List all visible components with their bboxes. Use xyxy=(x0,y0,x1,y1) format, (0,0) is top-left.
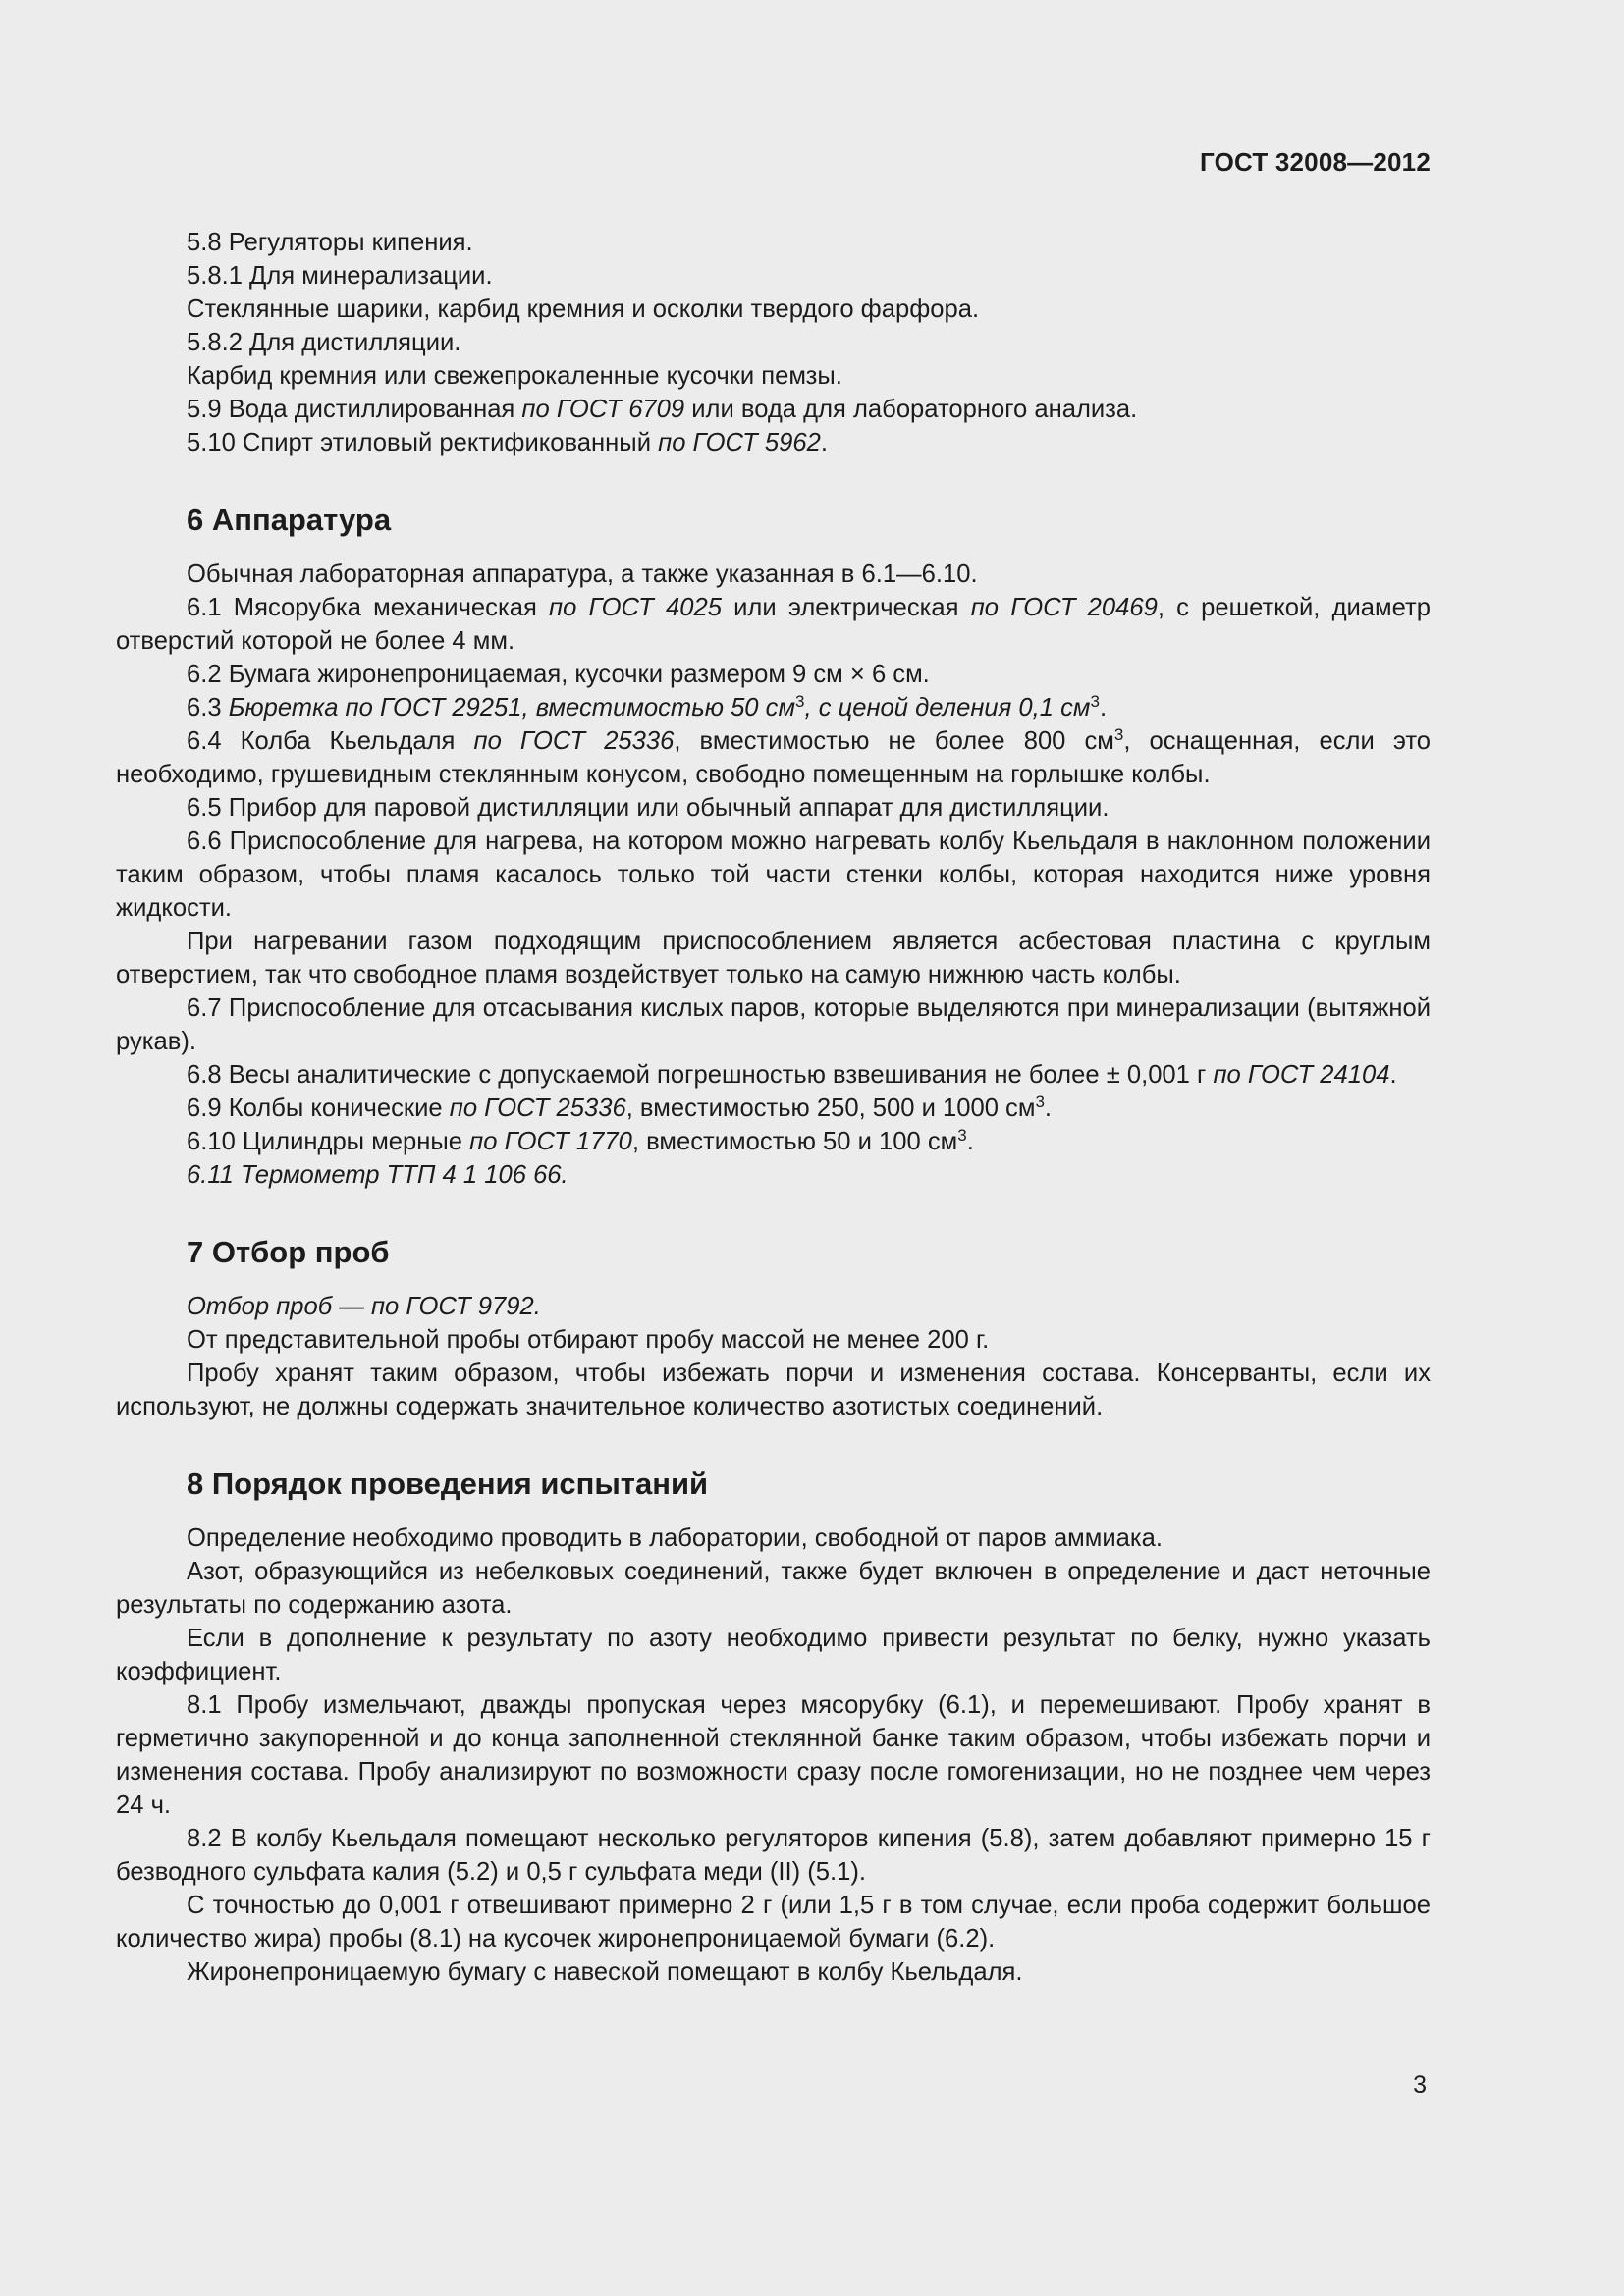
paragraph-5-8-1: 5.8.1 Для минерализации. xyxy=(187,262,493,290)
section-8-heading: 8 Порядок проведения испытаний xyxy=(187,1467,709,1501)
paragraph-5-8-2: 5.8.2 Для дистилляции. xyxy=(187,329,461,356)
paragraph-7-1: Отбор проб — по ГОСТ 9792. xyxy=(187,1293,541,1320)
paragraph-6-6: 6.6 Приспособление для нагрева, на котором можно нагревать колбу Кьельдаля в наклонном положении таким образом, чтобы пламя касалось только той части стенки колбы, которая находится ниже уровня жидкости. xyxy=(116,828,1431,922)
paragraph-6-11: 6.11 Термометр ТТП 4 1 106 66. xyxy=(187,1161,568,1189)
paragraph-8-intro-3: Если в дополнение к результату по азоту необходимо привести результат по белку, нужно указать коэффициент. xyxy=(116,1625,1431,1685)
paragraph-8-2: 8.2 В колбу Кьельдаля помещают несколько регуляторов кипения (5.8), затем добавляют примерно 15 г безводного сульфата калия (5.2) и 0,5 г сульфата меди (II) (5.1). xyxy=(116,1825,1431,1886)
standard-reference: по ГОСТ 20469 xyxy=(970,594,1158,621)
paragraph-5-8-1-text: Стеклянные шарики, карбид кремния и осколки твердого фарфора. xyxy=(187,295,980,323)
paragraph-6-8: 6.8 Весы аналитические с допускаемой погрешностью взвешивания не более ± 0,001 г по ГОСТ 24104. xyxy=(187,1061,1397,1089)
paragraph-6-9: 6.9 Колбы конические по ГОСТ 25336, вместимостью 250, 500 и 1000 $см^3$. xyxy=(187,1093,1053,1122)
paragraph-7-3: Пробу хранят таким образом, чтобы избежать порчи и изменения состава. Консерванты, если их используют, не должны содержать значительное количество азотистых соединений. xyxy=(116,1360,1431,1420)
standard-reference: по ГОСТ 24104 xyxy=(1213,1061,1390,1089)
section-7-heading: 7 Отбор проб xyxy=(187,1235,390,1269)
paragraph-5-8-2-text: Карбид кремния или свежепрокаленные кусочки пемзы. xyxy=(187,362,842,390)
paragraph-6-10: 6.10 Цилиндры мерные по ГОСТ 1770, вместимостью 50 и 100 $см^3$. xyxy=(187,1126,974,1155)
paragraph-6-1: 6.1 Мясорубка механическая по ГОСТ 4025 или электрическая по ГОСТ 20469, с решеткой, диаметр отверстий которой не более 4 мм. xyxy=(116,594,1431,655)
page-number: 3 xyxy=(1413,2071,1427,2099)
paragraph-6-7: 6.7 Приспособление для отсасывания кислых паров, которые выделяются при минерализации (вытяжной рукав). xyxy=(116,994,1431,1055)
paragraph-5-9: 5.9 Вода дистиллированная по ГОСТ 6709 или вода для лабораторного анализа. xyxy=(187,396,1138,423)
page-body xyxy=(116,226,1431,1989)
standard-reference: по ГОСТ 6709 xyxy=(521,396,685,423)
paragraph-7-2: От представительной пробы отбирают пробу массой не менее 200 г. xyxy=(187,1326,990,1354)
standard-reference: по ГОСТ 4025 xyxy=(549,594,722,621)
standard-reference: по ГОСТ 25336 xyxy=(473,727,675,755)
paragraph-8-1: 8.1 Пробу измельчают, дважды пропуская через мясорубку (6.1), и перемешивают. Пробу хранят в герметично закупоренной и до конца заполненной стеклянной банке таким образом, чтобы избежать порчи и изменения состава. Пробу анализируют по возможности сразу после гомогенизации, но не позднее чем через 24 ч. xyxy=(116,1691,1431,1819)
paragraph-6-6-note: При нагревании газом подходящим приспособлением является асбестовая пластина с круглым отверстием, так что свободное пламя воздействует только на самую нижнюю часть колбы. xyxy=(116,928,1431,988)
standard-reference: по ГОСТ 25336 xyxy=(449,1095,626,1122)
document-code: ГОСТ 32008—2012 xyxy=(1200,147,1431,177)
section-6-heading: 6 Аппаратура xyxy=(187,503,392,537)
paragraph-6-2: 6.2 Бумага жиронепроницаемая, кусочки размером 9 см × 6 см. xyxy=(187,661,930,688)
paragraph-8-2-paper: Жиронепроницаемую бумагу с навеской помещают в колбу Кьельдаля. xyxy=(187,1958,1023,1986)
paragraph-5-10: 5.10 Спирт этиловый ректификованный по ГОСТ 5962. xyxy=(187,429,828,456)
paragraph-6-intro: Обычная лабораторная аппаратура, а также указанная в 6.1—6.10. xyxy=(187,561,978,588)
paragraph-8-intro-1: Определение необходимо проводить в лаборатории, свободной от паров аммиака. xyxy=(187,1524,1164,1552)
paragraph-5-8: 5.8 Регуляторы кипения. xyxy=(187,229,473,256)
paragraph-6-3: 6.3 Бюретка по ГОСТ 29251, вместимостью 50 $см^3$, с ценой деления 0,1 $см^3$. xyxy=(187,692,1108,721)
standard-reference: по ГОСТ 5962 xyxy=(658,429,821,456)
standard-reference: по ГОСТ 1770 xyxy=(469,1128,632,1155)
paragraph-6-5: 6.5 Прибор для паровой дистилляции или обычный аппарат для дистилляции. xyxy=(187,794,1110,822)
paragraph-8-2-weighing: С точностью до 0,001 г отвешивают примерно 2 г (или 1,5 г в том случае, если проба содержит большое количество жира) пробы (8.1) на кусочек жиронепроницаемой бумаги (6.2). xyxy=(116,1892,1431,1952)
paragraph-8-intro-2: Азот, образующийся из небелковых соединений, также будет включен в определение и даст неточные результаты по содержанию азота. xyxy=(116,1558,1431,1619)
paragraph-6-4: 6.4 Колба Кьельдаля по ГОСТ 25336, вместимостью не более 800 $см^3$, оснащенная, если это необходимо, грушевидным стеклянным конусом, свободно помещенным на горлышке колбы. xyxy=(116,725,1431,788)
